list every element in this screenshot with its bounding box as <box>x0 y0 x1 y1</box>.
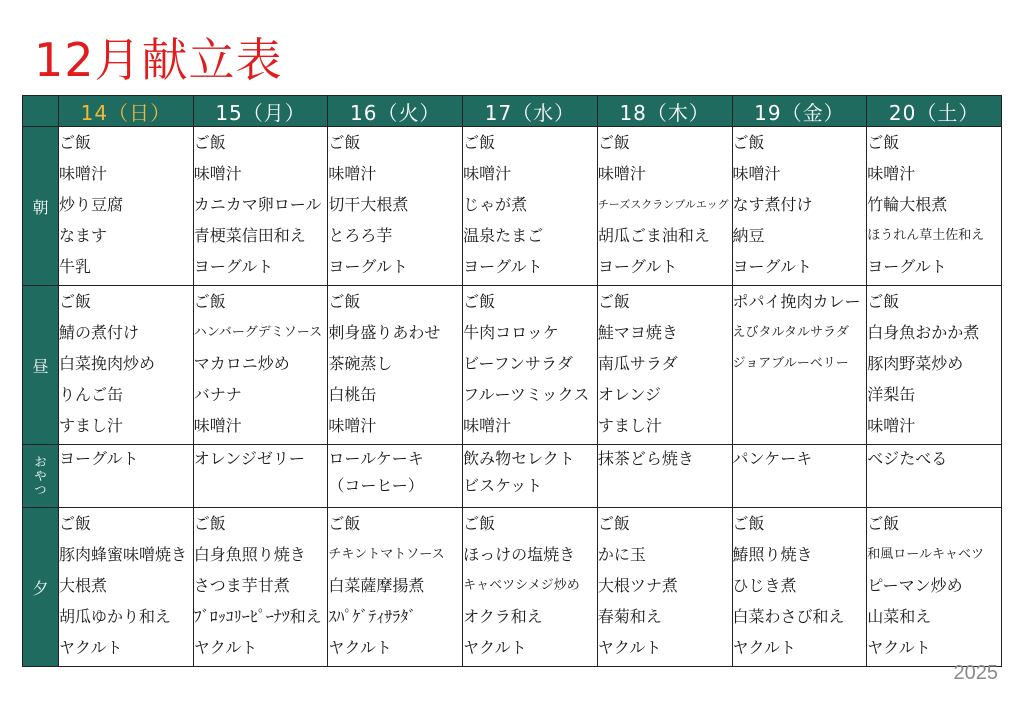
menu-item: 洋梨缶 <box>867 385 916 404</box>
menu-cell <box>193 508 328 667</box>
lunch-label: 昼 <box>23 286 59 445</box>
menu-item: ご飯 <box>867 133 900 152</box>
year-label: 2025 <box>953 662 998 684</box>
menu-item: ご飯 <box>59 133 92 152</box>
menu-cell <box>597 286 732 445</box>
menu-item: ｽﾊﾟｹﾞﾃｨｻﾗﾀﾞ <box>328 607 417 626</box>
menu-cell <box>867 286 1002 445</box>
menu-item: ご飯 <box>328 514 361 533</box>
menu-item: 白身魚おかか煮 <box>867 323 980 342</box>
menu-cell <box>193 286 328 445</box>
menu-cell <box>867 445 1002 508</box>
menu-item: ご飯 <box>328 292 361 311</box>
menu-item: なす煮付け <box>732 195 813 214</box>
menu-item: 白菜薩摩揚煮 <box>328 576 425 595</box>
menu-item: じゃが煮 <box>463 195 528 214</box>
menu-item: ご飯 <box>463 133 496 152</box>
menu-item: ご飯 <box>732 514 765 533</box>
menu-item: ご飯 <box>597 292 630 311</box>
menu-item: 納豆 <box>732 226 765 245</box>
menu-item: ヨーグルト <box>193 257 274 276</box>
menu-item: 味噌汁 <box>193 416 242 435</box>
menu-item: 味噌汁 <box>732 164 781 183</box>
menu-item: （コーヒー） <box>328 476 424 495</box>
menu-item: ご飯 <box>59 292 92 311</box>
menu-item: オレンジゼリー <box>193 449 305 468</box>
header-corner <box>23 96 59 127</box>
menu-item: 竹輪大根煮 <box>867 195 948 214</box>
menu-item: 鰆照り焼き <box>732 545 813 564</box>
menu-item: ご飯 <box>867 292 900 311</box>
menu-item: ベジたべる <box>867 449 948 468</box>
menu-item: 牛乳 <box>59 257 92 276</box>
menu-item: ほうれん草土佐和え <box>867 228 985 243</box>
menu-item: マカロニ炒め <box>193 354 290 373</box>
menu-item: ピーマン炒め <box>867 576 963 595</box>
snack-label <box>23 445 59 508</box>
menu-item: ヤクルト <box>193 638 258 657</box>
menu-cell <box>59 508 194 667</box>
menu-cell <box>328 286 463 445</box>
menu-cell <box>193 445 328 508</box>
menu-item: ﾌﾞﾛｯｺﾘｰﾋﾟｰﾅﾂ和え <box>193 607 322 626</box>
menu-cell <box>597 127 732 286</box>
menu-cell <box>328 445 463 508</box>
menu-item: チキントマトソース <box>328 547 445 562</box>
menu-item: 鮭マヨ焼き <box>597 323 678 342</box>
menu-item: ご飯 <box>193 292 226 311</box>
menu-item: パンケーキ <box>732 449 813 468</box>
breakfast-label: 朝 <box>23 127 59 286</box>
menu-item: ご飯 <box>59 514 92 533</box>
menu-item: カニカマ卵ロール <box>193 195 322 214</box>
menu-item: オレンジ <box>597 385 662 404</box>
menu-item: 味噌汁 <box>867 164 916 183</box>
menu-item: ハンバーグデミソース <box>193 325 323 340</box>
menu-item: ご飯 <box>463 292 496 311</box>
menu-item: ご飯 <box>463 514 496 533</box>
menu-item: ヤクルト <box>732 638 797 657</box>
menu-item: すまし汁 <box>59 416 124 435</box>
breakfast-row <box>23 127 1002 286</box>
menu-item: 味噌汁 <box>328 416 377 435</box>
menu-item: なます <box>59 226 108 245</box>
day-header-sunday: 14（日） <box>59 96 194 127</box>
menu-item: ヨーグルト <box>732 257 813 276</box>
menu-item: 切干大根煮 <box>328 195 409 214</box>
menu-cell <box>463 508 598 667</box>
menu-item: 味噌汁 <box>193 164 242 183</box>
menu-item: 胡瓜ゆかり和え <box>59 607 172 626</box>
menu-item: ご飯 <box>867 514 900 533</box>
menu-item: チーズスクランブルエッグ <box>597 198 729 211</box>
menu-cell <box>59 445 194 508</box>
menu-cell <box>59 127 194 286</box>
menu-item: さつま芋甘煮 <box>193 576 290 595</box>
menu-cell <box>867 508 1002 667</box>
page-title: 12月献立表 <box>34 33 283 87</box>
menu-item: 白菜わさび和え <box>732 607 845 626</box>
menu-item: 味噌汁 <box>597 164 646 183</box>
day-header-row <box>23 96 1002 127</box>
menu-item: 豚肉蜂蜜味噌焼き <box>59 545 188 564</box>
menu-item: ロールケーキ <box>328 449 424 468</box>
menu-item: ご飯 <box>597 133 630 152</box>
day-header-monday: 15（月） <box>193 96 328 127</box>
day-header-thursday: 18（木） <box>597 96 732 127</box>
menu-cell <box>463 286 598 445</box>
menu-item: 白桃缶 <box>328 385 377 404</box>
menu-item: 白身魚照り焼き <box>193 545 306 564</box>
menu-item: 茶碗蒸し <box>328 354 393 373</box>
menu-item: ヤクルト <box>59 638 123 657</box>
menu-cell <box>732 127 867 286</box>
menu-item: ご飯 <box>732 133 765 152</box>
day-header-wednesday: 17（水） <box>463 96 598 127</box>
menu-cell <box>597 445 732 508</box>
menu-cell <box>463 127 598 286</box>
snack-row <box>23 445 1002 508</box>
dinner-row <box>23 508 1002 667</box>
menu-item: ヤクルト <box>867 638 931 657</box>
menu-item: ひじき煮 <box>732 576 797 595</box>
menu-item: とろろ芋 <box>328 226 393 245</box>
menu-item: ジョアブルーベリー <box>732 356 849 371</box>
menu-item: 白菜挽肉炒め <box>59 354 156 373</box>
menu-item: 味噌汁 <box>328 164 377 183</box>
menu-item: すまし汁 <box>597 416 662 435</box>
snack-label-char: や <box>34 469 47 483</box>
menu-item: 春菊和え <box>597 607 662 626</box>
menu-cell <box>193 127 328 286</box>
menu-item: ヨーグルト <box>328 257 408 276</box>
menu-item: 温泉たまご <box>463 226 544 245</box>
menu-item: 青梗菜信田和え <box>193 226 306 245</box>
menu-item: ビスケット <box>463 476 543 495</box>
menu-item: 味噌汁 <box>463 416 512 435</box>
menu-item: ヤクルト <box>597 638 662 657</box>
menu-item: 抹茶どら焼き <box>597 449 694 468</box>
day-header-tuesday: 16（火） <box>328 96 463 127</box>
menu-item: 炒り豆腐 <box>59 195 124 214</box>
menu-cell <box>59 286 194 445</box>
menu-cell <box>463 445 598 508</box>
menu-item: ヨーグルト <box>463 257 543 276</box>
menu-item: 胡瓜ごま油和え <box>597 226 710 245</box>
snack-label-char: お <box>34 455 47 469</box>
menu-item: ご飯 <box>597 514 630 533</box>
menu-item: りんご缶 <box>59 385 124 404</box>
menu-table <box>22 95 1002 667</box>
day-header-friday: 19（金） <box>732 96 867 127</box>
dinner-label: 夕 <box>23 508 59 667</box>
menu-item: ポパイ挽肉カレー <box>732 292 861 311</box>
menu-item: フルーツミックス <box>463 385 590 404</box>
menu-cell <box>328 127 463 286</box>
menu-item: 飲み物セレクト <box>463 449 575 468</box>
menu-cell <box>867 127 1002 286</box>
menu-item: 南瓜サラダ <box>597 354 678 373</box>
menu-item: 大根ツナ煮 <box>597 576 678 595</box>
menu-item: 味噌汁 <box>59 164 108 183</box>
menu-cell <box>732 445 867 508</box>
menu-item: えびタルタルサラダ <box>732 325 849 340</box>
menu-item: ヤクルト <box>328 638 392 657</box>
snack-label-char: つ <box>34 483 47 497</box>
menu-item: ヨーグルト <box>867 257 947 276</box>
menu-cell <box>328 508 463 667</box>
menu-item: 牛肉コロッケ <box>463 323 559 342</box>
menu-item: ヨーグルト <box>59 449 139 468</box>
menu-item: 味噌汁 <box>867 416 916 435</box>
day-header-saturday: 20（土） <box>867 96 1002 127</box>
menu-item: 豚肉野菜炒め <box>867 354 964 373</box>
menu-item: ビーフンサラダ <box>463 354 573 373</box>
menu-item: キャベツシメジ炒め <box>463 578 580 593</box>
menu-item: バナナ <box>193 385 242 404</box>
menu-item: 和風ロールキャベツ <box>867 547 984 562</box>
menu-item: 刺身盛りあわせ <box>328 323 441 342</box>
menu-item: ご飯 <box>328 133 361 152</box>
menu-item: 山菜和え <box>867 607 932 626</box>
menu-cell <box>732 508 867 667</box>
menu-item: 鯖の煮付け <box>59 323 140 342</box>
menu-item: 味噌汁 <box>463 164 512 183</box>
menu-item: ほっけの塩焼き <box>463 545 576 564</box>
lunch-row <box>23 286 1002 445</box>
menu-cell <box>597 508 732 667</box>
menu-cell <box>732 286 867 445</box>
menu-item: オクラ和え <box>463 607 543 626</box>
menu-item: ヨーグルト <box>597 257 678 276</box>
menu-item: ご飯 <box>193 133 226 152</box>
menu-item: ヤクルト <box>463 638 527 657</box>
menu-item: かに玉 <box>597 545 646 564</box>
menu-item: 大根煮 <box>59 576 108 595</box>
menu-item: ご飯 <box>193 514 226 533</box>
